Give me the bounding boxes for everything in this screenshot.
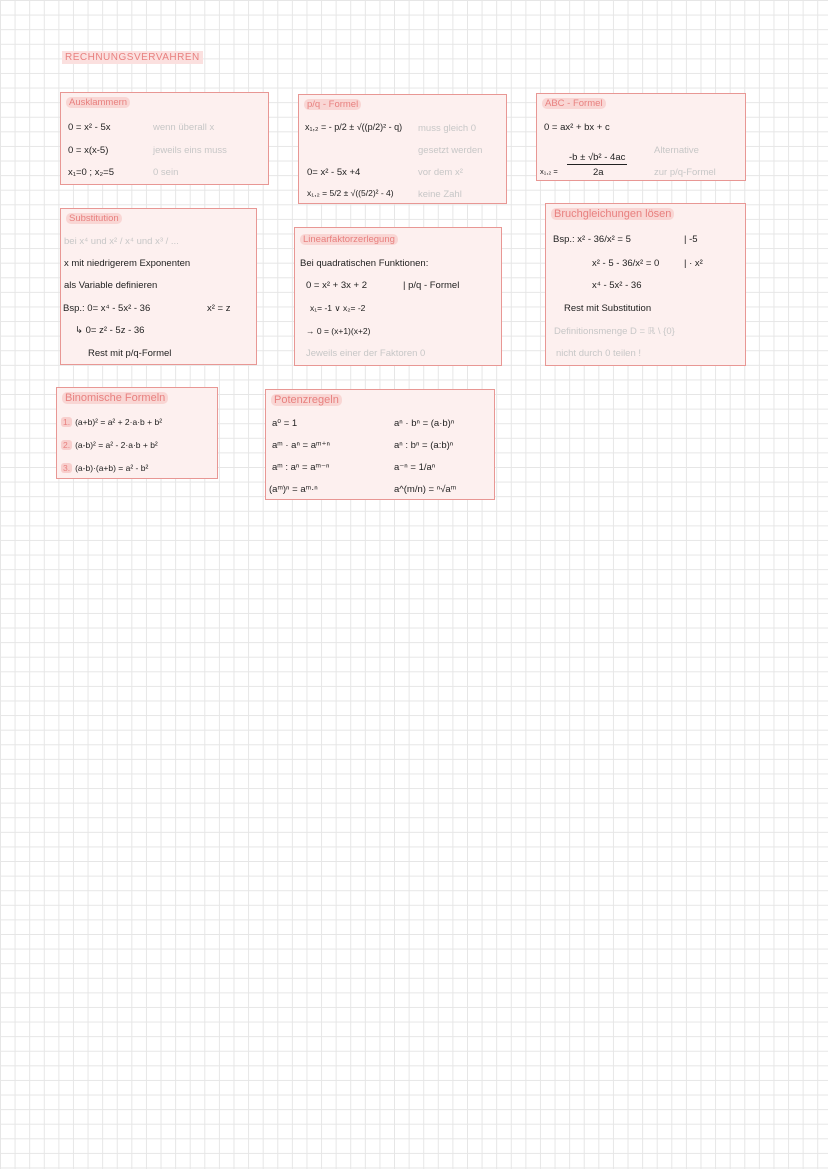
card-title: Potenzregeln bbox=[271, 394, 342, 406]
formula-line: (aᵐ)ⁿ = aᵐ·ⁿ bbox=[269, 484, 318, 495]
linearfaktor-card bbox=[294, 227, 502, 366]
formula-line: 0 = x² + 3x + 2 bbox=[306, 280, 367, 291]
formula-text: (a-b)² = a² - 2·a·b + b² bbox=[75, 440, 158, 450]
formula-line: | p/q - Formel bbox=[403, 280, 460, 291]
note: gesetzt werden bbox=[418, 145, 483, 156]
note: Definitionsmenge D = ℝ \ {0} bbox=[554, 326, 675, 337]
text-line: als Variable definieren bbox=[64, 280, 158, 291]
formula-line: x₁=0 ; x₂=5 bbox=[68, 167, 114, 178]
formula-lhs: x₁,₂ = bbox=[540, 167, 558, 176]
marker: 3. bbox=[63, 463, 71, 473]
formula-line: Bsp.: 0= x⁴ - 5x² - 36 bbox=[63, 303, 151, 314]
note: muss gleich 0 bbox=[418, 123, 477, 134]
note: keine Zahl bbox=[418, 189, 462, 200]
note: bei x⁴ und x² / x⁴ und x³ / ... bbox=[64, 236, 179, 247]
formula-line: aⁿ : bⁿ = (a:b)ⁿ bbox=[394, 440, 454, 451]
formula-line: 0 = x(x-5) bbox=[68, 145, 109, 156]
potenzregeln-card bbox=[265, 389, 495, 500]
note: Jeweils einer der Faktoren 0 bbox=[306, 348, 426, 359]
card-title: Substitution bbox=[66, 213, 122, 224]
formula-line: 0= x² - 5x +4 bbox=[307, 167, 361, 178]
formula-line: aᵐ : aⁿ = aᵐ⁻ⁿ bbox=[272, 462, 330, 473]
formula-line: x² = z bbox=[207, 303, 231, 314]
note: jeweils eins muss bbox=[153, 145, 227, 156]
fraction-denominator: 2a bbox=[593, 167, 604, 178]
text-line: x mit niedrigerem Exponenten bbox=[64, 258, 191, 269]
formula-line: x₁,₂ = - p/2 ± √((p/2)² - q) bbox=[305, 122, 403, 132]
note: Alternative bbox=[654, 145, 699, 156]
formula-line: x₁= -1 ∨ x₂= -2 bbox=[310, 303, 366, 313]
text-line: Rest mit p/q-Formel bbox=[88, 348, 172, 359]
formula-line: aⁿ · bⁿ = (a·b)ⁿ bbox=[394, 418, 455, 429]
card-title: p/q - Formel bbox=[304, 99, 361, 110]
note: nicht durch 0 teilen ! bbox=[556, 348, 642, 359]
formula-line bbox=[61, 463, 148, 473]
abc-formel-card bbox=[536, 93, 746, 181]
card-title: Binomische Formeln bbox=[62, 392, 168, 404]
note: zur p/q-Formel bbox=[654, 167, 716, 178]
fraction-numerator: -b ± √b² - 4ac bbox=[569, 152, 626, 163]
bruchgleichungen-card bbox=[545, 203, 746, 366]
note: wenn überall x bbox=[153, 122, 215, 133]
page-title: RECHNUNGSVERVAHREN bbox=[62, 51, 203, 64]
formula-line bbox=[61, 417, 162, 427]
formula-line bbox=[61, 440, 158, 450]
formula-line: aᵐ · aⁿ = aᵐ⁺ⁿ bbox=[272, 440, 330, 451]
formula-line: | -5 bbox=[684, 234, 698, 245]
formula-line: 0 = x² - 5x bbox=[68, 122, 111, 133]
substitution-card bbox=[60, 208, 257, 365]
card-title: ABC - Formel bbox=[542, 98, 606, 109]
pq-formel-card bbox=[298, 94, 507, 204]
formula-line: Bsp.: x² - 36/x² = 5 bbox=[553, 234, 631, 245]
formula-line: x₁,₂ = 5/2 ± √((5/2)² - 4) bbox=[307, 188, 394, 198]
formula-text: (a-b)·(a+b) = a² - b² bbox=[75, 463, 149, 473]
formula-line: x⁴ - 5x² - 36 bbox=[592, 280, 642, 291]
card-title: Linearfaktorzerlegung bbox=[300, 234, 398, 245]
formula-line: a⁰ = 1 bbox=[272, 418, 298, 429]
note: vor dem x² bbox=[418, 167, 463, 178]
marker: 2. bbox=[63, 440, 71, 450]
note: 0 sein bbox=[153, 167, 179, 178]
formula-line: a^(m/n) = ⁿ√aᵐ bbox=[394, 484, 457, 495]
ausklammern-card bbox=[60, 92, 269, 185]
formula-line: x² - 5 - 36/x² = 0 bbox=[592, 258, 660, 269]
formula-line: a⁻ⁿ = 1/aⁿ bbox=[394, 462, 436, 473]
binomische-formeln-card bbox=[56, 387, 218, 479]
card-title: Bruchgleichungen lösen bbox=[551, 208, 674, 220]
card-title: Ausklammern bbox=[66, 97, 130, 108]
formula-line: → 0 = (x+1)(x+2) bbox=[306, 326, 371, 336]
formula-line: 0 = ax² + bx + c bbox=[544, 122, 610, 133]
formula-line: ↳ 0= z² - 5z - 36 bbox=[75, 325, 145, 336]
formula-line: | · x² bbox=[684, 258, 703, 269]
text-line: Bei quadratischen Funktionen: bbox=[300, 258, 429, 269]
formula-text: (a+b)² = a² + 2·a·b + b² bbox=[75, 417, 163, 427]
text-line: Rest mit Substitution bbox=[564, 303, 652, 314]
marker: 1. bbox=[63, 417, 71, 427]
